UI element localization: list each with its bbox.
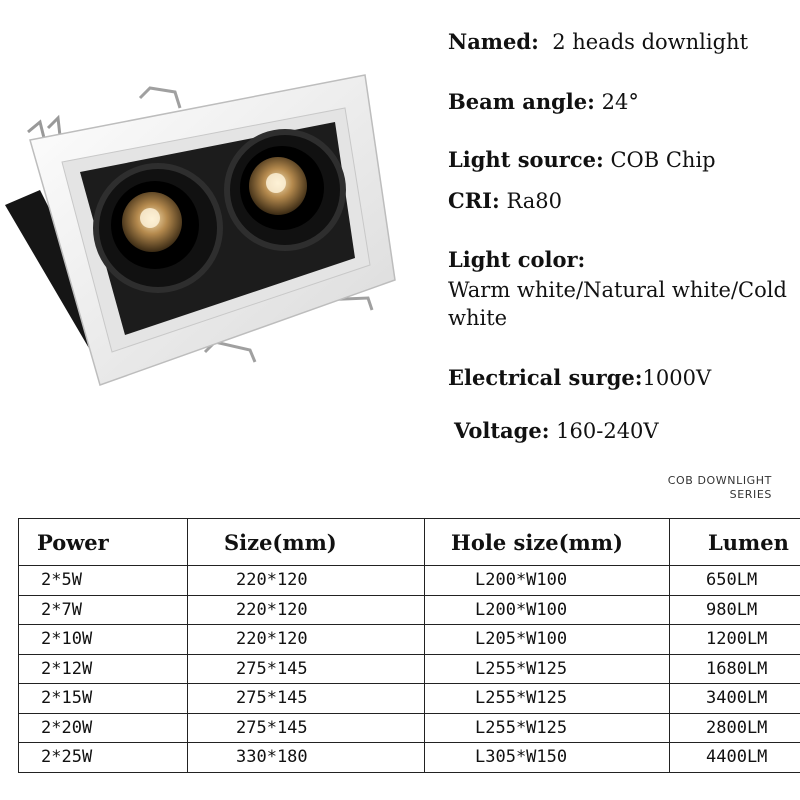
cell-hole-size: L200*W100 — [425, 566, 670, 596]
cell-hole-size: L200*W100 — [425, 595, 670, 625]
spec-light-color-label — [448, 246, 585, 274]
cri-label: CRI: — [448, 188, 500, 213]
cell-power: 2*5W — [19, 566, 188, 596]
cell-power: 2*20W — [19, 713, 188, 743]
cell-size: 330*180 — [188, 743, 425, 773]
voltage-value: 160-240V — [556, 419, 659, 443]
table-row — [19, 566, 800, 596]
spec-electrical-surge — [448, 364, 711, 392]
cell-hole-size: L255*W125 — [425, 713, 670, 743]
header-power: Power — [19, 519, 188, 566]
cri-value: Ra80 — [506, 189, 562, 213]
voltage-label: Voltage: — [454, 418, 550, 443]
table-row — [19, 654, 800, 684]
cell-size: 220*120 — [188, 566, 425, 596]
cell-lumen: 1200LM — [670, 625, 800, 655]
cell-hole-size: L255*W125 — [425, 684, 670, 714]
cell-lumen: 980LM — [670, 595, 800, 625]
spec-cri — [448, 187, 562, 215]
beam-angle-value: 24° — [601, 90, 639, 114]
table-body — [19, 566, 800, 773]
named-value: 2 heads downlight — [552, 30, 749, 54]
cell-power: 2*12W — [19, 654, 188, 684]
spec-voltage — [454, 417, 659, 445]
table-row — [19, 625, 800, 655]
cell-lumen: 3400LM — [670, 684, 800, 714]
table-row — [19, 684, 800, 714]
cell-size: 275*145 — [188, 684, 425, 714]
cell-lumen: 2800LM — [670, 713, 800, 743]
light-color-value: Warm white/Natural white/Cold white — [448, 278, 787, 330]
cell-power: 2*25W — [19, 743, 188, 773]
electrical-surge-value: 1000V — [642, 366, 712, 390]
spec-light-source — [448, 146, 716, 174]
light-color-label: Light color: — [448, 247, 586, 272]
series-line-2: SERIES — [729, 488, 772, 501]
downlight-product-image — [0, 60, 430, 400]
table-row — [19, 595, 800, 625]
electrical-surge-label: Electrical surge: — [448, 365, 643, 390]
spec-table — [18, 518, 800, 773]
named-label: Named: — [448, 29, 539, 54]
cell-hole-size: L205*W100 — [425, 625, 670, 655]
header-size: Size(mm) — [188, 519, 425, 566]
light-source-value: COB Chip — [610, 148, 716, 172]
cell-lumen: 1680LM — [670, 654, 800, 684]
series-line-1: COB DOWNLIGHT — [667, 474, 772, 487]
cell-lumen: 4400LM — [670, 743, 800, 773]
table-header-row — [19, 519, 800, 566]
cell-lumen: 650LM — [670, 566, 800, 596]
series-caption — [668, 474, 772, 502]
table-row — [19, 713, 800, 743]
cell-size: 220*120 — [188, 625, 425, 655]
spec-named — [448, 28, 748, 56]
cell-size: 220*120 — [188, 595, 425, 625]
table-row — [19, 743, 800, 773]
cell-hole-size: L305*W150 — [425, 743, 670, 773]
cell-power: 2*10W — [19, 625, 188, 655]
cell-size: 275*145 — [188, 713, 425, 743]
cell-size: 275*145 — [188, 654, 425, 684]
spec-beam-angle — [448, 88, 639, 116]
beam-angle-label: Beam angle: — [448, 89, 595, 114]
cell-hole-size: L255*W125 — [425, 654, 670, 684]
light-source-label: Light source: — [448, 147, 604, 172]
cell-power: 2*7W — [19, 595, 188, 625]
spec-light-color-value — [448, 276, 800, 332]
header-hole-size: Hole size(mm) — [425, 519, 670, 566]
header-lumen: Lumen — [670, 519, 800, 566]
cell-power: 2*15W — [19, 684, 188, 714]
